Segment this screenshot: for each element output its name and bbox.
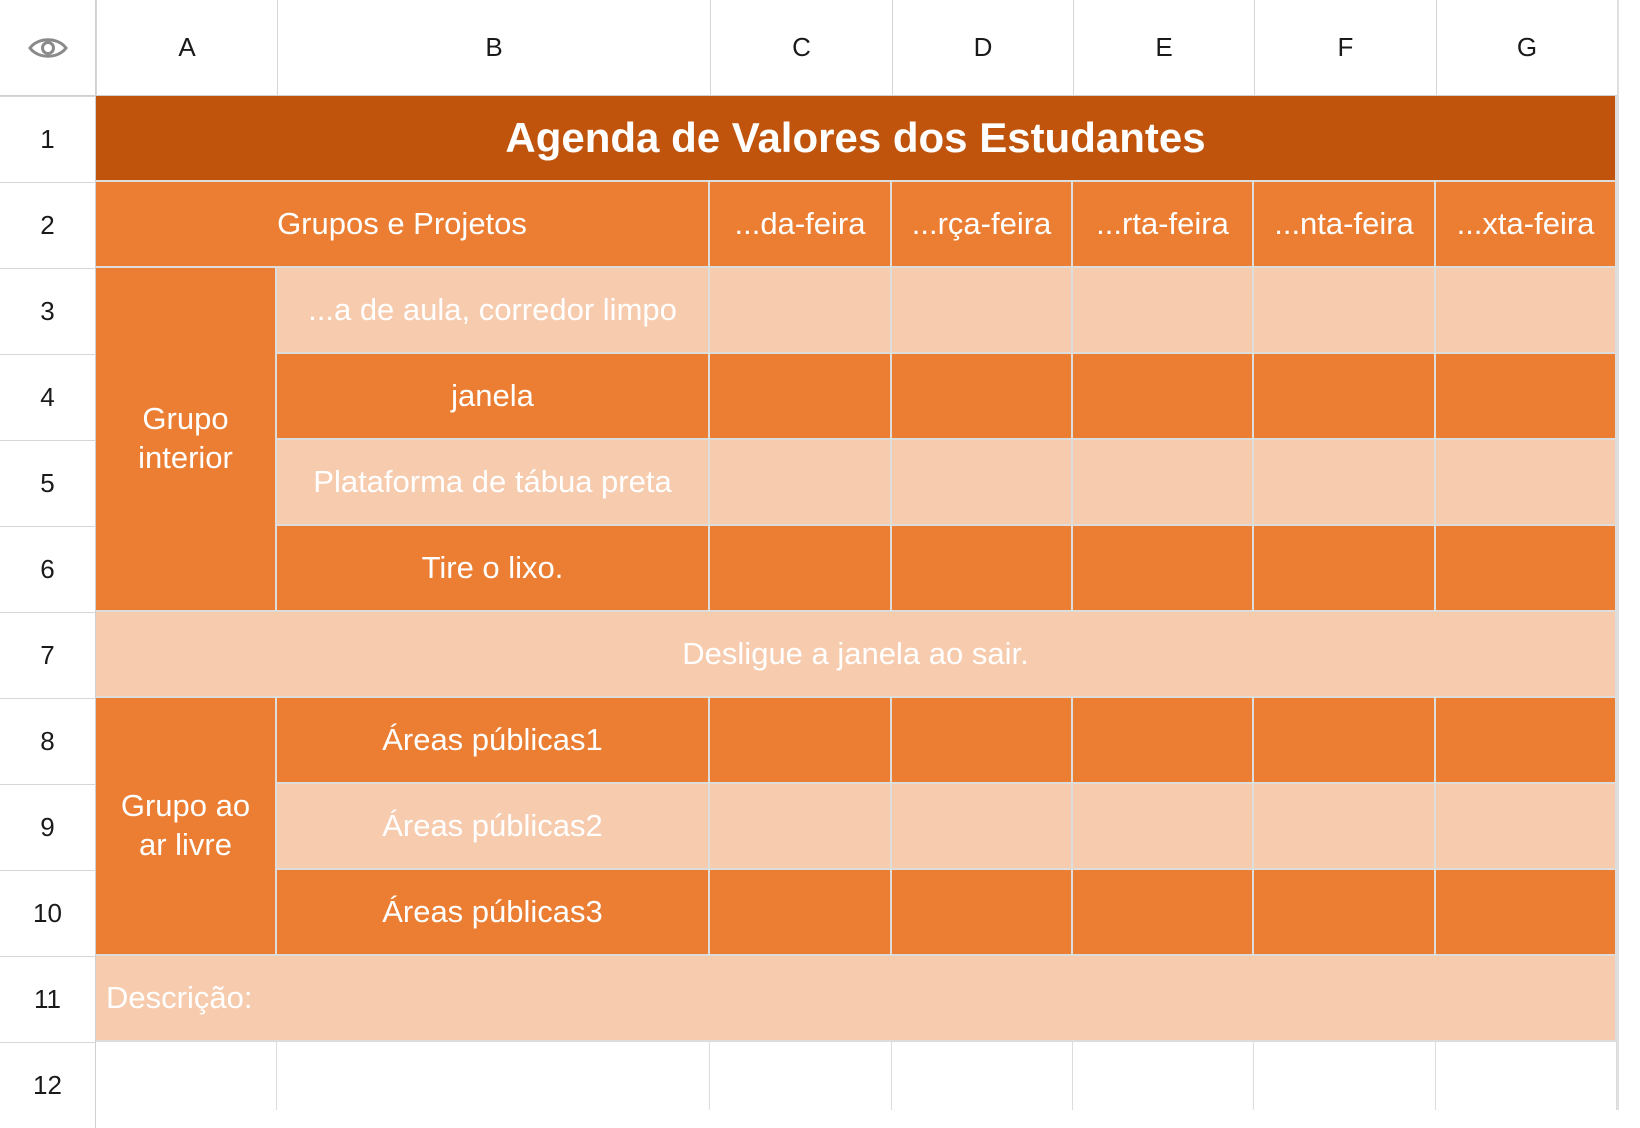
schedule-cell[interactable]: [892, 354, 1073, 440]
task-cell[interactable]: janela: [277, 354, 710, 440]
schedule-cell[interactable]: [1254, 870, 1436, 956]
day-header-2[interactable]: ...rça-feira: [892, 182, 1073, 268]
schedule-cell[interactable]: [1073, 526, 1254, 612]
schedule-cell[interactable]: [1436, 784, 1617, 870]
row-header-7[interactable]: 7: [0, 612, 96, 698]
column-header-f[interactable]: F: [1254, 0, 1436, 96]
column-header-d[interactable]: D: [892, 0, 1073, 96]
schedule-cell[interactable]: [1254, 526, 1436, 612]
schedule-cell[interactable]: [710, 440, 892, 526]
day-header-1[interactable]: ...da-feira: [710, 182, 892, 268]
row-header-4[interactable]: 4: [0, 354, 96, 440]
groups-projects-header[interactable]: Grupos e Projetos: [96, 182, 710, 268]
empty-cell[interactable]: [892, 1042, 1073, 1110]
day-header-5[interactable]: ...xta-feira: [1436, 182, 1617, 268]
schedule-cell[interactable]: [892, 698, 1073, 784]
empty-cell[interactable]: [710, 1042, 892, 1110]
column-header-a[interactable]: A: [96, 0, 277, 96]
row-header-8[interactable]: 8: [0, 698, 96, 784]
schedule-cell[interactable]: [710, 268, 892, 354]
schedule-cell[interactable]: [892, 870, 1073, 956]
empty-cell[interactable]: [96, 1042, 277, 1110]
schedule-cell[interactable]: [710, 526, 892, 612]
schedule-cell[interactable]: [1073, 698, 1254, 784]
column-header-e[interactable]: E: [1073, 0, 1254, 96]
schedule-cell[interactable]: [1436, 526, 1617, 612]
schedule-cell[interactable]: [1073, 440, 1254, 526]
schedule-cell[interactable]: [1254, 698, 1436, 784]
schedule-cell[interactable]: [892, 268, 1073, 354]
schedule-cell[interactable]: [710, 698, 892, 784]
note-cell[interactable]: Desligue a janela ao sair.: [96, 612, 1617, 698]
row-header-6[interactable]: 6: [0, 526, 96, 612]
schedule-cell[interactable]: [1254, 784, 1436, 870]
schedule-cell[interactable]: [1073, 870, 1254, 956]
schedule-cell[interactable]: [710, 870, 892, 956]
title-cell[interactable]: Agenda de Valores dos Estudantes: [96, 96, 1617, 182]
task-cell[interactable]: Áreas públicas3: [277, 870, 710, 956]
schedule-cell[interactable]: [1073, 354, 1254, 440]
day-header-4[interactable]: ...nta-feira: [1254, 182, 1436, 268]
schedule-cell[interactable]: [1436, 440, 1617, 526]
task-cell[interactable]: Tire o lixo.: [277, 526, 710, 612]
row-header-11[interactable]: 11: [0, 956, 96, 1042]
column-header-g[interactable]: G: [1436, 0, 1617, 96]
task-cell[interactable]: Áreas públicas1: [277, 698, 710, 784]
task-cell[interactable]: Áreas públicas2: [277, 784, 710, 870]
schedule-cell[interactable]: [1436, 354, 1617, 440]
schedule-cell[interactable]: [1436, 870, 1617, 956]
schedule-cell[interactable]: [892, 440, 1073, 526]
row-header-2[interactable]: 2: [0, 182, 96, 268]
empty-cell[interactable]: [1073, 1042, 1254, 1110]
group-label-outdoor[interactable]: [96, 698, 277, 956]
empty-cell[interactable]: [1436, 1042, 1617, 1110]
group-label-indoor[interactable]: [96, 268, 277, 612]
schedule-cell[interactable]: [710, 354, 892, 440]
empty-cell[interactable]: [1254, 1042, 1436, 1110]
empty-cell[interactable]: [277, 1042, 710, 1110]
column-header-c[interactable]: C: [710, 0, 892, 96]
row-header-5[interactable]: 5: [0, 440, 96, 526]
group-label-outdoor-text: Grupo ao ar livre: [120, 788, 251, 862]
task-cell[interactable]: ...a de aula, corredor limpo: [277, 268, 710, 354]
schedule-cell[interactable]: [1254, 440, 1436, 526]
row-header-9[interactable]: 9: [0, 784, 96, 870]
schedule-cell[interactable]: [1436, 698, 1617, 784]
schedule-cell[interactable]: [1254, 354, 1436, 440]
grid-edge: [1617, 0, 1619, 1110]
task-cell[interactable]: Plataforma de tábua preta: [277, 440, 710, 526]
schedule-cell[interactable]: [1073, 784, 1254, 870]
row-header-1[interactable]: 1: [0, 96, 96, 182]
day-header-3[interactable]: ...rta-feira: [1073, 182, 1254, 268]
eye-icon[interactable]: [28, 35, 68, 61]
schedule-cell[interactable]: [710, 784, 892, 870]
schedule-cell[interactable]: [892, 526, 1073, 612]
row-header-3[interactable]: 3: [0, 268, 96, 354]
schedule-cell[interactable]: [1073, 268, 1254, 354]
schedule-cell[interactable]: [892, 784, 1073, 870]
row-header-12[interactable]: 12: [0, 1042, 96, 1128]
column-header-b[interactable]: B: [277, 0, 710, 96]
group-label-indoor-text: Grupo interior: [138, 401, 233, 475]
row-header-10[interactable]: 10: [0, 870, 96, 956]
schedule-cell[interactable]: [1436, 268, 1617, 354]
description-cell[interactable]: Descrição:: [96, 956, 1617, 1042]
schedule-cell[interactable]: [1254, 268, 1436, 354]
sheet-corner[interactable]: [0, 0, 96, 96]
